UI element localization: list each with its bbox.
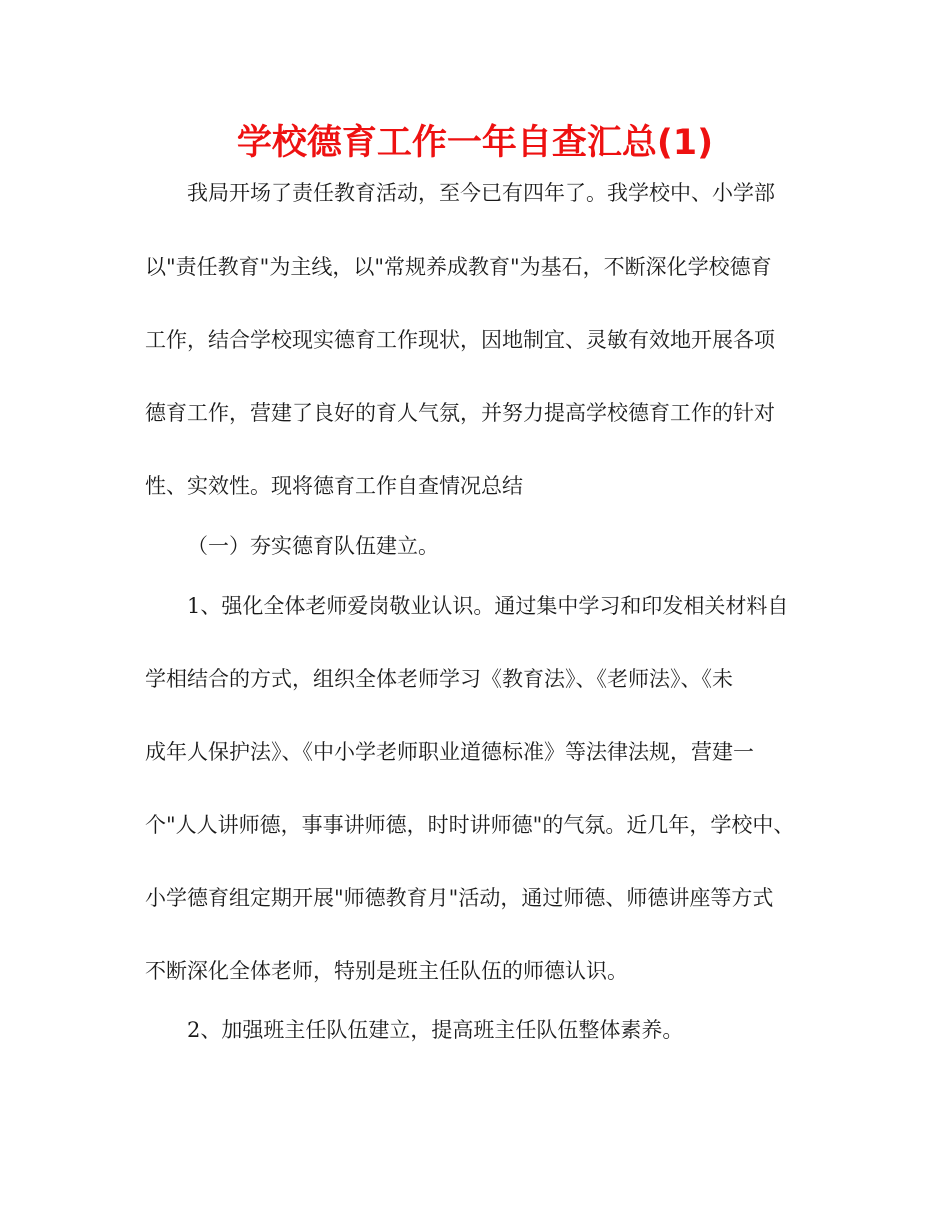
paragraph-line: 不断深化全体老师，特别是班主任队伍的师德认识。	[145, 959, 628, 983]
paragraph-line: 1、强化全体老师爱岗敬业认识。通过集中学习和印发相关材料自	[187, 594, 789, 618]
paragraph-line: 性、实效性。现将德育工作自查情况总结	[145, 474, 523, 498]
paragraph-line: 2、加强班主任队伍建立，提高班主任队伍整体素养。	[187, 1018, 684, 1042]
paragraph-line: 小学德育组定期开展"师德教育月"活动，通过师德、师德讲座等方式	[145, 886, 774, 910]
paragraph-line: 个"人人讲师德，事事讲师德，时时讲师德"的气氛。近几年，学校中、	[145, 813, 795, 837]
paragraph-line: 以"责任教育"为主线，以"常规养成教育"为基石，不断深化学校德育	[145, 255, 772, 279]
section-heading: （一）夯实德育队伍建立。	[187, 534, 439, 558]
paragraph-line: 工作，结合学校现实德育工作现状，因地制宜、灵敏有效地开展各项	[145, 328, 775, 352]
paragraph-line: 成年人保护法》、《中小学老师职业道德标准》等法律法规，营建一	[145, 740, 754, 764]
paragraph-line: 德育工作，营建了良好的育人气氛，并努力提高学校德育工作的针对	[145, 401, 775, 425]
paragraph-line: 学相结合的方式，组织全体老师学习《教育法》、《老师法》、《未	[145, 667, 733, 691]
document-title: 学校德育工作一年自查汇总(1)	[236, 123, 714, 163]
paragraph-line: 我局开场了责任教育活动，至今已有四年了。我学校中、小学部	[187, 181, 775, 205]
